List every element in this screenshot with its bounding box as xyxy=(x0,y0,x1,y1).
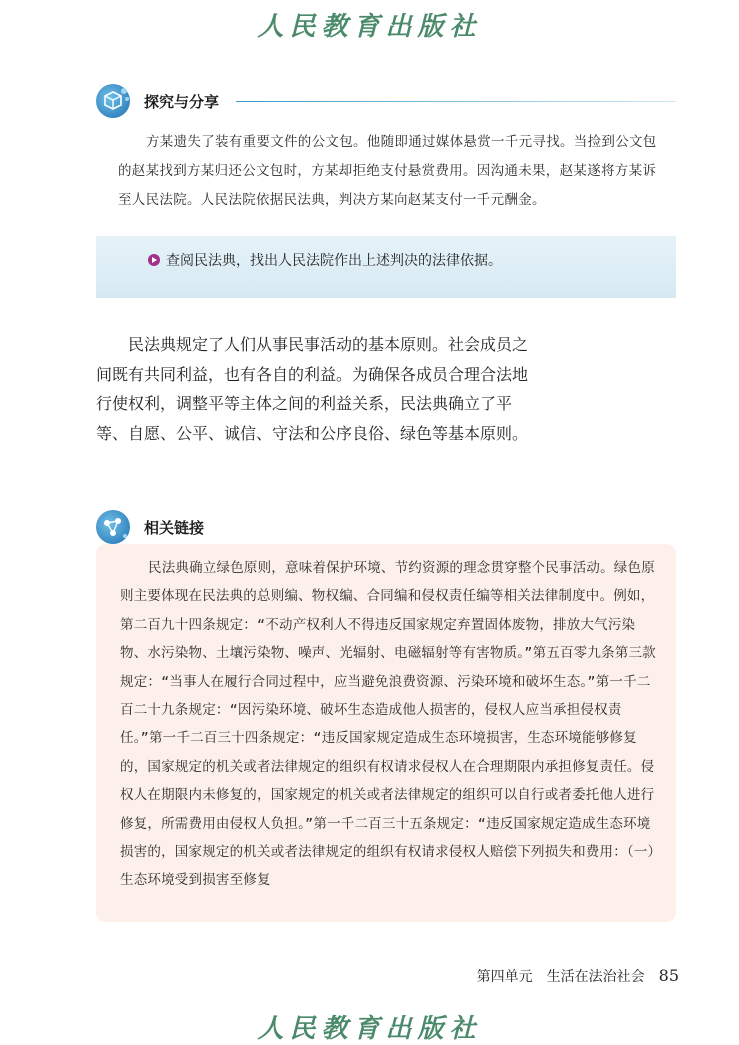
related-header xyxy=(96,510,204,544)
related-text: 民法典确立绿色原则，意味着保护环境、节约资源的理念贯穿整个民事活动。绿色原则主要体现在民法典的总则编、物权编、合同编和侵权责任编等相关法律制度中。例如，第二百九十四条规定：“不动产权利人不得违反国家规定弃置固体废物，排放大气污染物、水污染物、土壤污染物、噪声、光辐射、电磁辐射等有害物质。”第五百零九条第三款规定：“当事人在履行合同过程中，应当避免浪费资源、污染环境和破坏生态。”第一千二百二十九条规定：“因污染环境、破坏生态造成他人损害的，侵权人应当承担侵权责任。”第一千二百三十四条规定：“违反国家规定造成生态环境损害，生态环境能够修复的，国家规定的机关或者法律规定的组织有权请求侵权人在合理期限内承担修复责任。侵权人在期限内未修复的，国家规定的机关或者法律规定的组织可以自行或者委托他人进行修复，所需费用由侵权人负担。”第一千二百三十五条规定：“违反国家规定造成生态环境损害的，国家规定的机关或者法律规定的组织有权请求侵权人赔偿下列损失和费用：（一）生态环境受到损害至修复 xyxy=(120,560,656,889)
page-footer xyxy=(477,966,679,986)
footer-unit-title: 生活在法治社会 xyxy=(546,969,645,985)
page-number: 85 xyxy=(658,966,679,985)
related-title: 相关链接 xyxy=(144,518,205,537)
task-box xyxy=(96,236,676,298)
network-nodes-icon xyxy=(96,510,130,544)
footer-unit: 第四单元 xyxy=(476,969,533,985)
task-text: 查阅民法典，找出人民法院作出上述判决的法律依据。 xyxy=(166,253,502,269)
play-arrow-icon xyxy=(148,254,160,266)
cube-network-icon xyxy=(96,84,130,118)
explore-header xyxy=(96,84,219,118)
publisher-logo-bottom: 人民教育出版社 xyxy=(257,1014,482,1044)
explore-text: 方某遗失了装有重要文件的公文包。他随即通过媒体悬赏一千元寻找。当捡到公文包的赵某找到方某归还公文包时，方某却拒绝支付悬赏费用。因沟通未果，赵某遂将方某诉至人民法院。人民法院依据民法典，判决方某向赵某支付一千元酬金。 xyxy=(118,134,657,208)
task-row xyxy=(148,250,502,270)
explore-title: 探究与分享 xyxy=(144,92,220,111)
body-paragraph: 民法典规定了人们从事民事活动的基本原则。社会成员之间既有共同利益，也有各自的利益。为确保各成员合理合法地行使权利，调整平等主体之间的利益关系，民法典确立了平等、自愿、公平、诚信、守法和公序良俗、绿色等基本原则。 xyxy=(96,335,529,443)
section-divider xyxy=(236,101,676,102)
publisher-logo-top: 人民教育出版社 xyxy=(257,12,482,42)
